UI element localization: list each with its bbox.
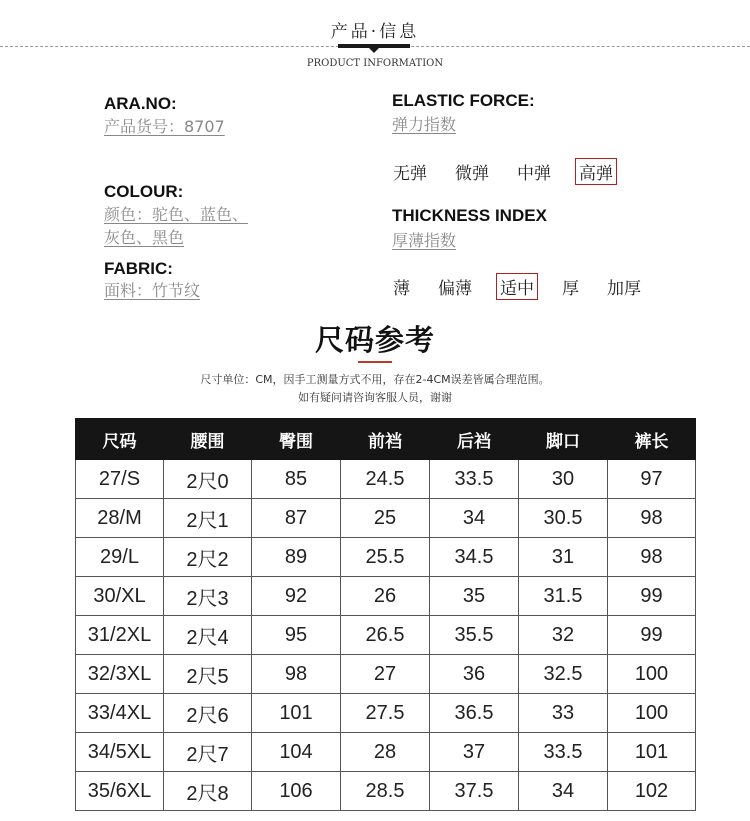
table-cell: 36 — [430, 655, 519, 694]
table-cell: 25 — [341, 499, 430, 538]
thickness-option: 加厚 — [607, 279, 641, 299]
thickness-sub: 厚薄指数 — [392, 231, 457, 250]
thickness-options — [389, 273, 665, 300]
table-cell: 2尺4 — [164, 616, 252, 655]
title-pointer-triangle — [368, 47, 380, 53]
table-cell: 34 — [430, 499, 519, 538]
table-cell: 99 — [608, 577, 696, 616]
size-table-header-cell: 裤长 — [608, 419, 696, 460]
table-cell: 31 — [519, 538, 608, 577]
thickness-option: 薄 — [393, 279, 410, 299]
elastic-option: 无弹 — [393, 164, 427, 184]
thickness-option: 偏薄 — [438, 279, 472, 299]
table-cell: 29/L — [76, 538, 164, 577]
table-cell: 85 — [252, 460, 341, 499]
table-cell: 34.5 — [430, 538, 519, 577]
table-row — [76, 499, 696, 538]
size-table — [75, 418, 696, 811]
size-table-header-cell: 后裆 — [430, 419, 519, 460]
size-title-accent-bar — [358, 361, 392, 363]
table-cell: 2尺2 — [164, 538, 252, 577]
table-cell: 32/3XL — [76, 655, 164, 694]
elastic-option: 高弹 — [575, 158, 617, 185]
size-table-header-cell: 尺码 — [76, 419, 164, 460]
size-note-line1: 尺寸单位：CM，因手工测量方式不用，存在2-4CM误差皆属合理范围。 — [200, 373, 550, 386]
elastic-option: 微弹 — [455, 164, 489, 184]
table-cell: 2尺1 — [164, 499, 252, 538]
fabric-value: 面料：竹节纹 — [104, 281, 201, 300]
table-cell: 30.5 — [519, 499, 608, 538]
table-cell: 100 — [608, 655, 696, 694]
table-cell: 98 — [608, 499, 696, 538]
table-row — [76, 538, 696, 577]
section-title-cn: 产品·信息 — [330, 22, 420, 42]
table-cell: 26 — [341, 577, 430, 616]
table-cell: 98 — [252, 655, 341, 694]
table-cell: 28/M — [76, 499, 164, 538]
table-row — [76, 616, 696, 655]
table-cell: 2尺5 — [164, 655, 252, 694]
colour-value-line2: 灰色、黑色 — [104, 228, 185, 247]
thickness-option: 厚 — [562, 279, 579, 299]
size-table-header-cell: 臀围 — [252, 419, 341, 460]
table-cell: 28 — [341, 733, 430, 772]
elastic-sub: 弹力指数 — [392, 115, 457, 134]
table-cell: 100 — [608, 694, 696, 733]
size-table-header-cell: 前裆 — [341, 419, 430, 460]
table-cell: 32.5 — [519, 655, 608, 694]
size-table-header-row — [76, 419, 696, 460]
table-cell: 35/6XL — [76, 772, 164, 811]
table-cell: 101 — [252, 694, 341, 733]
size-note-line2: 如有疑问请咨询客服人员，谢谢 — [298, 391, 452, 404]
article-label: ARA.NO: — [104, 94, 177, 113]
table-row — [76, 577, 696, 616]
table-cell: 104 — [252, 733, 341, 772]
table-cell: 97 — [608, 460, 696, 499]
table-cell: 31.5 — [519, 577, 608, 616]
table-row — [76, 694, 696, 733]
table-cell: 2尺8 — [164, 772, 252, 811]
table-cell: 27.5 — [341, 694, 430, 733]
table-cell: 37 — [430, 733, 519, 772]
elastic-label: ELASTIC FORCE: — [392, 91, 535, 110]
colour-label: COLOUR: — [104, 182, 184, 201]
table-cell: 106 — [252, 772, 341, 811]
table-cell: 34/5XL — [76, 733, 164, 772]
table-cell: 26.5 — [341, 616, 430, 655]
elastic-options — [389, 158, 637, 185]
table-cell: 102 — [608, 772, 696, 811]
table-cell: 27 — [341, 655, 430, 694]
table-cell: 2尺6 — [164, 694, 252, 733]
table-cell: 30/XL — [76, 577, 164, 616]
table-cell: 2尺3 — [164, 577, 252, 616]
fabric-label: FABRIC: — [104, 259, 173, 278]
thickness-option: 适中 — [496, 273, 538, 300]
table-cell: 33/4XL — [76, 694, 164, 733]
table-cell: 35.5 — [430, 616, 519, 655]
table-cell: 98 — [608, 538, 696, 577]
table-cell: 31/2XL — [76, 616, 164, 655]
table-cell: 28.5 — [341, 772, 430, 811]
thickness-label: THICKNESS INDEX — [392, 206, 547, 225]
colour-value-line1: 颜色：驼色、蓝色、 — [104, 205, 249, 224]
table-row — [76, 655, 696, 694]
table-cell: 30 — [519, 460, 608, 499]
table-cell: 27/S — [76, 460, 164, 499]
table-cell: 24.5 — [341, 460, 430, 499]
table-cell: 33.5 — [430, 460, 519, 499]
table-cell: 101 — [608, 733, 696, 772]
table-cell: 99 — [608, 616, 696, 655]
table-cell: 2尺0 — [164, 460, 252, 499]
table-cell: 87 — [252, 499, 341, 538]
table-cell: 25.5 — [341, 538, 430, 577]
table-row — [76, 460, 696, 499]
table-cell: 92 — [252, 577, 341, 616]
table-cell: 32 — [519, 616, 608, 655]
section-title-en: PRODUCT INFORMATION — [306, 58, 444, 69]
table-row — [76, 772, 696, 811]
article-value: 产品货号：8707 — [104, 117, 225, 136]
table-row — [76, 733, 696, 772]
table-cell: 36.5 — [430, 694, 519, 733]
elastic-option: 中弹 — [517, 164, 551, 184]
table-cell: 95 — [252, 616, 341, 655]
table-cell: 89 — [252, 538, 341, 577]
table-cell: 2尺7 — [164, 733, 252, 772]
size-table-header-cell: 腰围 — [164, 419, 252, 460]
table-cell: 35 — [430, 577, 519, 616]
table-cell: 33 — [519, 694, 608, 733]
size-chart-title: 尺码参考 — [314, 323, 435, 357]
size-table-header-cell: 脚口 — [519, 419, 608, 460]
table-cell: 33.5 — [519, 733, 608, 772]
table-cell: 34 — [519, 772, 608, 811]
table-cell: 37.5 — [430, 772, 519, 811]
